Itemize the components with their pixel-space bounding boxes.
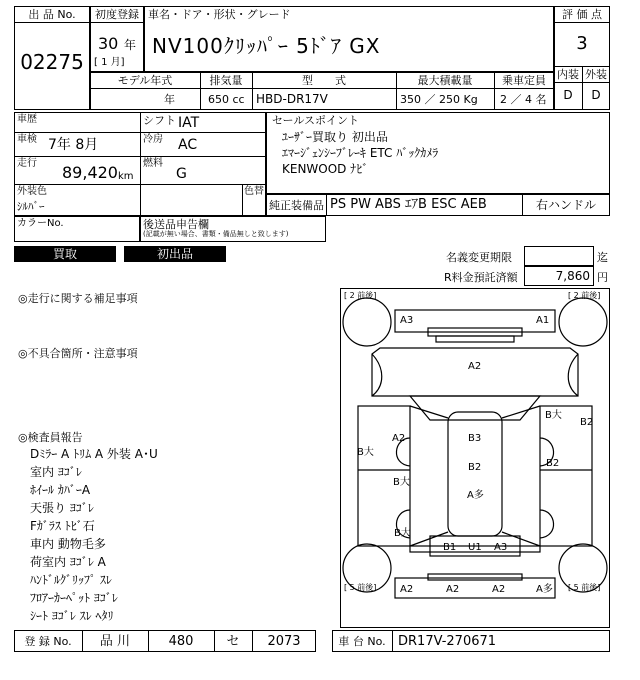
chassis-label: 車 台 No. (338, 635, 386, 648)
capacity-value: 2 ／ 4 名 (500, 93, 547, 106)
model-year-label: モデル年式 (117, 74, 173, 87)
chassis-value: DR17V-270671 (398, 634, 497, 649)
color-label: 外装色 (17, 186, 47, 197)
front-fender-right (568, 354, 578, 396)
mark-left-front-door-a2: A2 (392, 433, 406, 444)
first-reg-label: 初度登録 (95, 8, 139, 21)
a-pillar-right (502, 406, 540, 418)
mark-rear-a3: A3 (494, 542, 508, 553)
corner-label-tl: [ 2 前後] (344, 291, 377, 300)
inspector-line-10: ｼｰﾄ ﾖｺﾞﾚ ｽﾚ ﾍﾀﾘ (30, 609, 114, 623)
hood-outline (372, 348, 578, 396)
reg-number: 2073 (267, 634, 301, 649)
inspector-line-6: 車内 動物毛多 (30, 537, 106, 551)
color-change-divider (242, 184, 243, 216)
first-reg-rule (90, 22, 144, 23)
docs-label: 後送品申告欄 (143, 218, 209, 231)
type-label: 型 式 (302, 74, 346, 87)
equipment-value: PS PW ABS ｴｱB ESC AEB (330, 197, 487, 212)
reg-kana: セ (226, 634, 240, 649)
displacement-value: 650 cc (208, 93, 245, 106)
reg-area: 品 川 (99, 634, 131, 649)
right-rear-arch (540, 510, 554, 538)
front-bumper (395, 310, 555, 332)
mark-front-a3: A3 (400, 315, 414, 326)
car-name-label: 車名・ドア・形状・グレード (148, 8, 291, 21)
shaken-value: 7年 8月 (48, 137, 99, 153)
mileage-label: 走行 (17, 158, 37, 169)
detail-rule-2 (14, 156, 266, 157)
lot-number: 02275 (20, 50, 84, 74)
mark-bumper-a2-2: A2 (446, 584, 460, 595)
fuel-label: 燃料 (143, 158, 163, 169)
rear-bumper-lower (428, 574, 522, 580)
inspector-line-8: ﾊﾝﾄﾞﾙｸﾞﾘｯﾌﾟ ｽﾚ (30, 573, 112, 587)
type-value: HBD-DR17V (256, 92, 328, 106)
reg-label: 登 録 No. (24, 635, 72, 648)
inspector-line-4: 天張り ﾖｺﾞﾚ (30, 501, 94, 515)
mark-hood-a2: A2 (468, 361, 482, 372)
inspector-line-3: ﾎｲｰﾙ ｶﾊﾞｰA (30, 483, 91, 497)
handle-value: 右ハンドル (535, 198, 596, 212)
mark-left-b-large-1: B大 (357, 447, 374, 458)
chassis-divider (392, 630, 393, 652)
shift-label: シフト (143, 114, 176, 127)
shift-value: IAT (178, 115, 200, 131)
corner-label-tr: [ 2 前後] (568, 291, 601, 300)
shaken-label: 車検 (17, 134, 37, 145)
mark-front-a1: A1 (536, 315, 550, 326)
first-listing-tag: 初出品 (124, 246, 226, 262)
inspector-line-2: 室内 ﾖｺﾞﾚ (30, 465, 82, 479)
sales-point-label: セールスポイント (272, 114, 360, 127)
detail-rule-1 (14, 132, 266, 133)
aircon-value: AC (178, 137, 198, 153)
color-no-label: カラーNo. (17, 218, 64, 229)
first-reg-year: 30 (98, 34, 119, 53)
inspector-line-9: ﾌﾛｱｰｶｰﾍﾟｯﾄ ﾖｺﾞﾚ (30, 591, 118, 605)
mark-left-b-large-2: B大 (393, 477, 410, 488)
mark-bumper-a2-1: A2 (400, 584, 414, 595)
lot-label: 出 品 No. (28, 8, 76, 21)
displacement-label: 排気量 (209, 74, 243, 87)
spec-row-rule (90, 88, 554, 89)
mark-rear-u1: U1 (468, 542, 482, 553)
mark-roof-b3: B3 (468, 433, 482, 444)
mark-left-rear-b-large: B大 (394, 528, 411, 539)
a-pillar-left (410, 406, 448, 418)
mileage-value: 89,420 (62, 163, 118, 182)
mark-rear-b1: B1 (443, 542, 457, 553)
first-reg-year-unit: 年 (124, 38, 137, 52)
score-rule (554, 22, 610, 23)
rear-bumper (395, 578, 555, 598)
reg-class: 480 (168, 634, 194, 649)
recycle-unit: 円 (597, 271, 608, 284)
roof (448, 412, 502, 536)
sales-line-1: ﾕｰｻﾞｰ買取り 初出品 (282, 130, 388, 144)
grade-divider-h (554, 82, 610, 83)
aircon-label: 冷房 (143, 134, 163, 145)
inspector-line-7: 荷室内 ﾖｺﾞﾚ A (30, 555, 106, 569)
supplement-heading: ◎走行に関する補足事項 (18, 292, 138, 305)
corner-label-br: [ 5 前後] (568, 583, 601, 592)
exterior-grade: D (591, 88, 601, 102)
recycle-value: 7,860 (555, 269, 590, 283)
first-reg-month: [ 1 月] (94, 57, 125, 68)
detail-divider-v (140, 112, 141, 216)
exterior-label: 外装 (585, 68, 607, 81)
mark-bumper-a-many: A多 (536, 584, 553, 595)
left-side (358, 406, 410, 546)
detail-rule-3 (14, 184, 266, 185)
load-value: 350 ／ 250 Kg (400, 93, 478, 106)
windshield (410, 396, 540, 420)
capacity-label: 乗車定員 (502, 74, 546, 87)
purchase-tag: 買取 (14, 246, 116, 262)
corner-label-bl: [ 5 前後] (344, 583, 377, 592)
car-diagram (340, 288, 610, 628)
mark-roof-a-many: A多 (467, 490, 484, 501)
defects-heading: ◎不具合箇所・注意事項 (18, 347, 138, 360)
interior-label: 内装 (557, 68, 579, 81)
mark-roof-b2: B2 (468, 462, 482, 473)
equipment-divider-1 (326, 194, 327, 216)
wheel-front-left (343, 298, 391, 346)
fuel-value: G (176, 166, 187, 182)
mark-bumper-a2-3: A2 (492, 584, 506, 595)
inspector-line-5: Fｶﾞﾗｽ ﾄﾋﾞ石 (30, 519, 95, 533)
color-value: ｼﾙﾊﾞｰ (17, 200, 45, 213)
score-label: 評 価 点 (562, 8, 602, 21)
car-name: NV100ｸﾘｯﾊﾟｰ 5ﾄﾞｱ GX (152, 34, 381, 58)
c-pillar-right (502, 532, 540, 546)
model-year-value: 年 (164, 93, 175, 106)
mark-right-b2-mid: B2 (546, 458, 560, 469)
front-grille-inner (436, 336, 514, 342)
inspector-line-1: Dﾐﾗｰ A ﾄﾘﾑ A 外装 A･U (30, 447, 158, 461)
color-change-label: 色替 (244, 186, 264, 197)
inspector-heading: ◎検査員報告 (18, 431, 83, 444)
interior-grade: D (563, 88, 573, 102)
history-label: 車歴 (17, 114, 37, 125)
sales-line-2: ｴﾏｰｼﾞｪﾝｼｰﾌﾞﾚｰｷ ETC ﾊﾞｯｸｶﾒﾗ (282, 146, 439, 160)
mark-right-b-large: B大 (545, 410, 562, 421)
docs-note: (記載が無い場合、書類・備品無しと致します) (143, 230, 289, 238)
name-change-unit: 迄 (597, 251, 608, 264)
front-fender-left (372, 354, 382, 396)
name-change-label: 名義変更期限 (446, 251, 512, 264)
wheel-front-right (559, 298, 607, 346)
name-change-box (524, 246, 594, 266)
score-value: 3 (576, 33, 588, 54)
load-label: 最大積載量 (417, 74, 473, 87)
sales-line-3: KENWOOD ﾅﾋﾞ (282, 162, 369, 176)
lot-label-rule (14, 22, 90, 23)
recycle-label: R料金預託済額 (444, 271, 518, 284)
mileage-unit: km (118, 171, 134, 182)
equipment-label: 純正装備品 (269, 199, 324, 212)
mark-right-b2-front: B2 (580, 417, 594, 428)
